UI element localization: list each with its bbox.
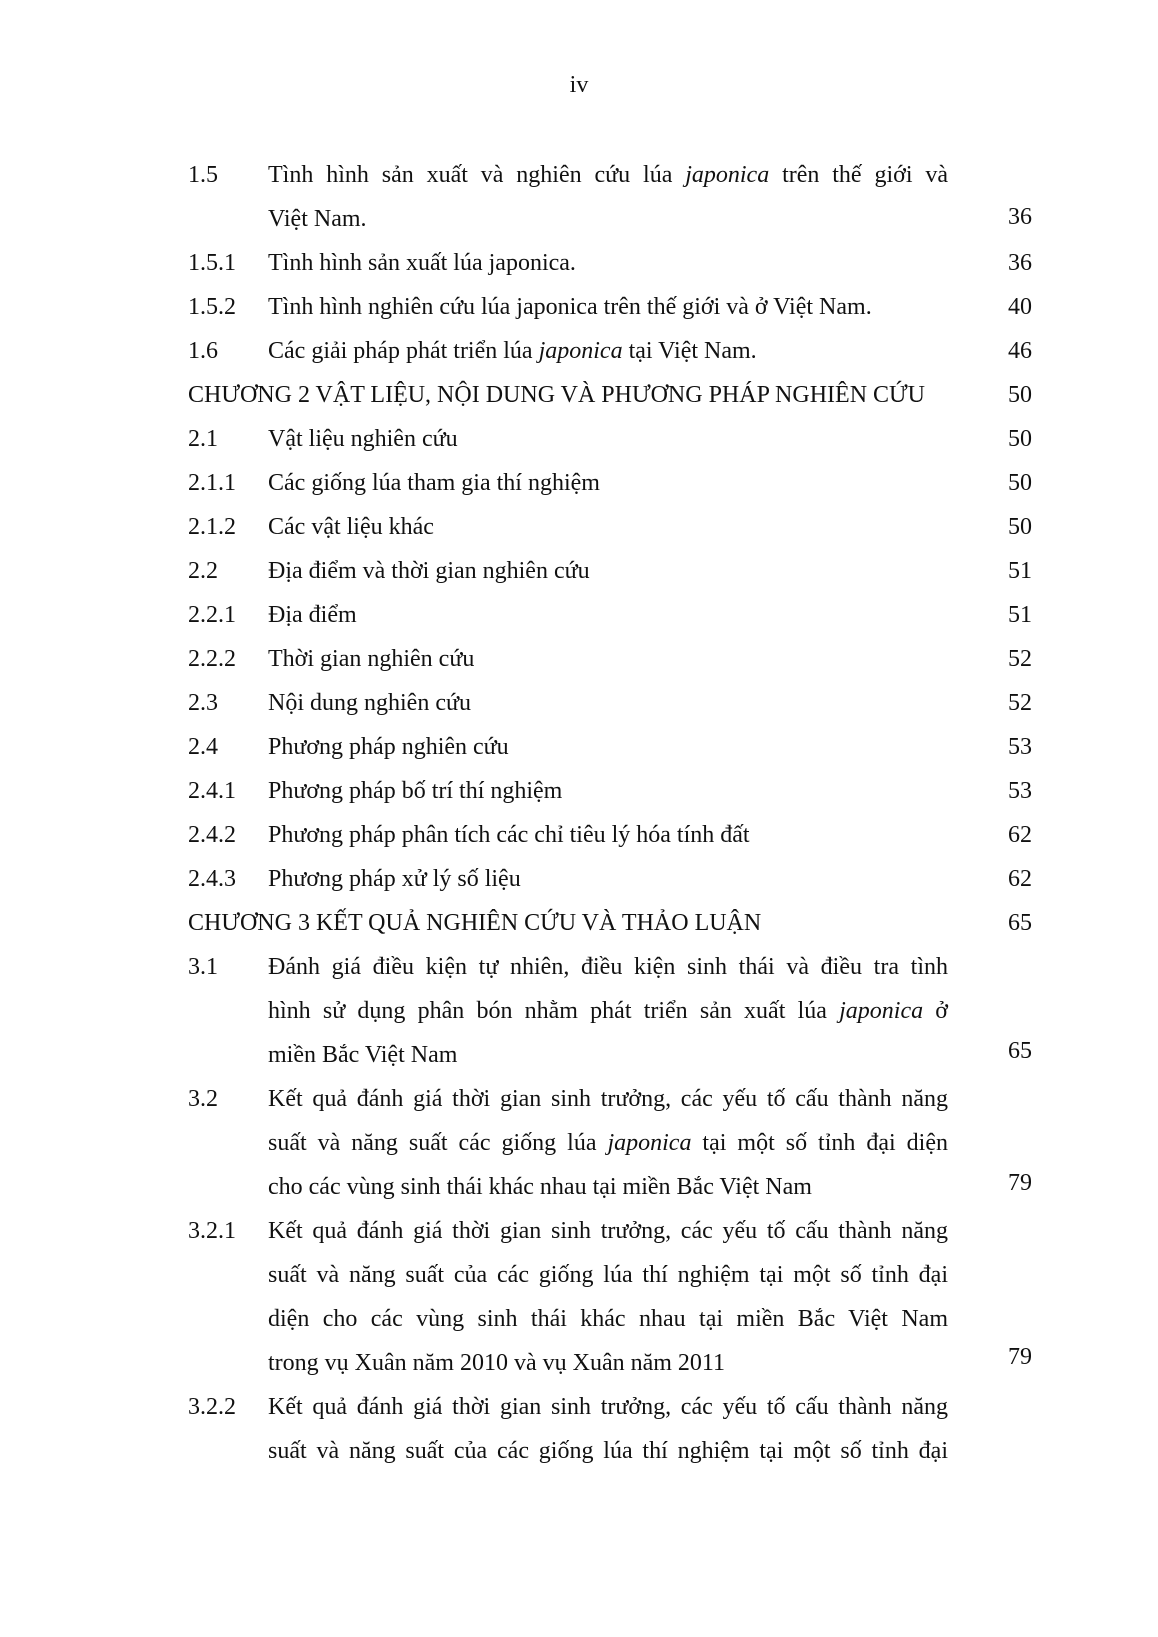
section-title-line: Phương pháp bố trí thí nghiệm: [268, 778, 563, 804]
section-title-line: suất và năng suất của các giống lúa thí nghiệm tại một số tỉnh đại: [268, 1262, 948, 1288]
toc-section-entry[interactable]: [0, 1214, 1158, 1390]
page-ref: 50: [1008, 470, 1032, 496]
page-number: iv: [569, 72, 589, 98]
page-ref: 52: [1008, 690, 1032, 716]
section-title-line: suất và năng suất của các giống lúa thí nghiệm tại một số tỉnh đại: [268, 1438, 948, 1464]
toc-chapter-entry[interactable]: [0, 906, 1158, 950]
page-ref: 40: [1008, 294, 1032, 320]
page-ref: 36: [1008, 250, 1032, 276]
section-title-line: Tình hình nghiên cứu lúa japonica trên thế giới và ở Việt Nam.: [268, 294, 872, 320]
section-title-line: miền Bắc Việt Nam: [268, 1042, 458, 1068]
section-number: 1.5.1: [188, 250, 236, 276]
toc-section-entry[interactable]: [0, 510, 1158, 554]
section-title-line: Các giống lúa tham gia thí nghiệm: [268, 470, 600, 496]
toc-section-entry[interactable]: [0, 1390, 1158, 1478]
section-title-line: Địa điểm và thời gian nghiên cứu: [268, 558, 590, 584]
section-title-line: Phương pháp phân tích các chỉ tiêu lý hóa tính đất: [268, 822, 750, 848]
section-title-line: Thời gian nghiên cứu: [268, 646, 475, 672]
section-number: 2.2: [188, 558, 218, 584]
section-number: 2.2.1: [188, 602, 236, 628]
page-ref: 62: [1008, 866, 1032, 892]
toc-section-entry[interactable]: [0, 246, 1158, 290]
section-number: 3.2.2: [188, 1394, 236, 1420]
chapter-title: CHƯƠNG 3 KẾT QUẢ NGHIÊN CỨU VÀ THẢO LUẬN: [188, 910, 762, 936]
section-title-line: Kết quả đánh giá thời gian sinh trưởng, các yếu tố cấu thành năng: [268, 1394, 948, 1420]
page-ref: 51: [1008, 602, 1032, 628]
section-title-line: Kết quả đánh giá thời gian sinh trưởng, các yếu tố cấu thành năng: [268, 1218, 948, 1244]
toc-section-entry[interactable]: [0, 686, 1158, 730]
toc-section-entry[interactable]: [0, 950, 1158, 1082]
section-title-line: cho các vùng sinh thái khác nhau tại miền Bắc Việt Nam: [268, 1174, 812, 1200]
toc-chapter-entry[interactable]: [0, 378, 1158, 422]
section-number: 1.5: [188, 162, 218, 188]
page-ref: 53: [1008, 734, 1032, 760]
section-number: 2.4.3: [188, 866, 236, 892]
section-title-line: Nội dung nghiên cứu: [268, 690, 471, 716]
toc-section-entry[interactable]: [0, 642, 1158, 686]
section-title-line: trong vụ Xuân năm 2010 và vụ Xuân năm 2011: [268, 1350, 726, 1376]
section-title-line: Tình hình sản xuất lúa japonica.: [268, 250, 576, 276]
toc-section-entry[interactable]: [0, 158, 1158, 246]
section-number: 2.1.1: [188, 470, 236, 496]
toc-section-entry[interactable]: [0, 774, 1158, 818]
page-ref: 65: [1008, 1038, 1032, 1064]
toc-section-entry[interactable]: [0, 862, 1158, 906]
page-ref: 79: [1008, 1344, 1032, 1370]
section-title-line: hình sử dụng phân bón nhằm phát triển sản xuất lúa japonica ở: [268, 998, 948, 1024]
section-title-line: Đánh giá điều kiện tự nhiên, điều kiện sinh thái và điều tra tình: [268, 954, 948, 980]
toc-section-entry[interactable]: [0, 730, 1158, 774]
section-number: 3.2.1: [188, 1218, 236, 1244]
page-ref: 53: [1008, 778, 1032, 804]
section-title-line: Việt Nam.: [268, 206, 367, 232]
page-ref: 46: [1008, 338, 1032, 364]
section-number: 2.1: [188, 426, 218, 452]
toc-section-entry[interactable]: [0, 1082, 1158, 1214]
section-number: 3.1: [188, 954, 218, 980]
section-title-line: Kết quả đánh giá thời gian sinh trưởng, các yếu tố cấu thành năng: [268, 1086, 948, 1112]
section-title-line: Phương pháp nghiên cứu: [268, 734, 509, 760]
page-ref: 62: [1008, 822, 1032, 848]
section-title-line: suất và năng suất các giống lúa japonica tại một số tỉnh đại diện: [268, 1130, 948, 1156]
page-ref: 65: [1008, 910, 1032, 936]
section-number: 1.5.2: [188, 294, 236, 320]
section-number: 2.2.2: [188, 646, 236, 672]
section-title-line: Các giải pháp phát triển lúa japonica tại Việt Nam.: [268, 338, 757, 364]
page-ref: 50: [1008, 382, 1032, 408]
page-ref: 50: [1008, 514, 1032, 540]
page-ref: 36: [1008, 204, 1032, 230]
page-ref: 50: [1008, 426, 1032, 452]
section-number: 2.4.1: [188, 778, 236, 804]
toc-section-entry[interactable]: [0, 290, 1158, 334]
chapter-title: CHƯƠNG 2 VẬT LIỆU, NỘI DUNG VÀ PHƯƠNG PHÁP NGHIÊN CỨU: [188, 382, 925, 408]
section-title-line: Địa điểm: [268, 602, 357, 628]
toc-section-entry[interactable]: [0, 334, 1158, 378]
section-number: 1.6: [188, 338, 218, 364]
section-title-line: Tình hình sản xuất và nghiên cứu lúa japonica trên thế giới và: [268, 162, 949, 188]
section-number: 3.2: [188, 1086, 218, 1112]
section-title-line: diện cho các vùng sinh thái khác nhau tại miền Bắc Việt Nam: [268, 1306, 948, 1332]
section-title-line: Phương pháp xử lý số liệu: [268, 866, 521, 892]
table-of-contents: [0, 158, 1158, 1478]
toc-section-entry[interactable]: [0, 422, 1158, 466]
section-number: 2.3: [188, 690, 218, 716]
toc-section-entry[interactable]: [0, 466, 1158, 510]
section-title-line: Vật liệu nghiên cứu: [268, 426, 458, 452]
toc-section-entry[interactable]: [0, 818, 1158, 862]
page-ref: 52: [1008, 646, 1032, 672]
toc-section-entry[interactable]: [0, 598, 1158, 642]
page-ref: 51: [1008, 558, 1032, 584]
toc-section-entry[interactable]: [0, 554, 1158, 598]
page-ref: 79: [1008, 1170, 1032, 1196]
section-title-line: Các vật liệu khác: [268, 514, 434, 540]
section-number: 2.4: [188, 734, 218, 760]
section-number: 2.1.2: [188, 514, 236, 540]
section-number: 2.4.2: [188, 822, 236, 848]
